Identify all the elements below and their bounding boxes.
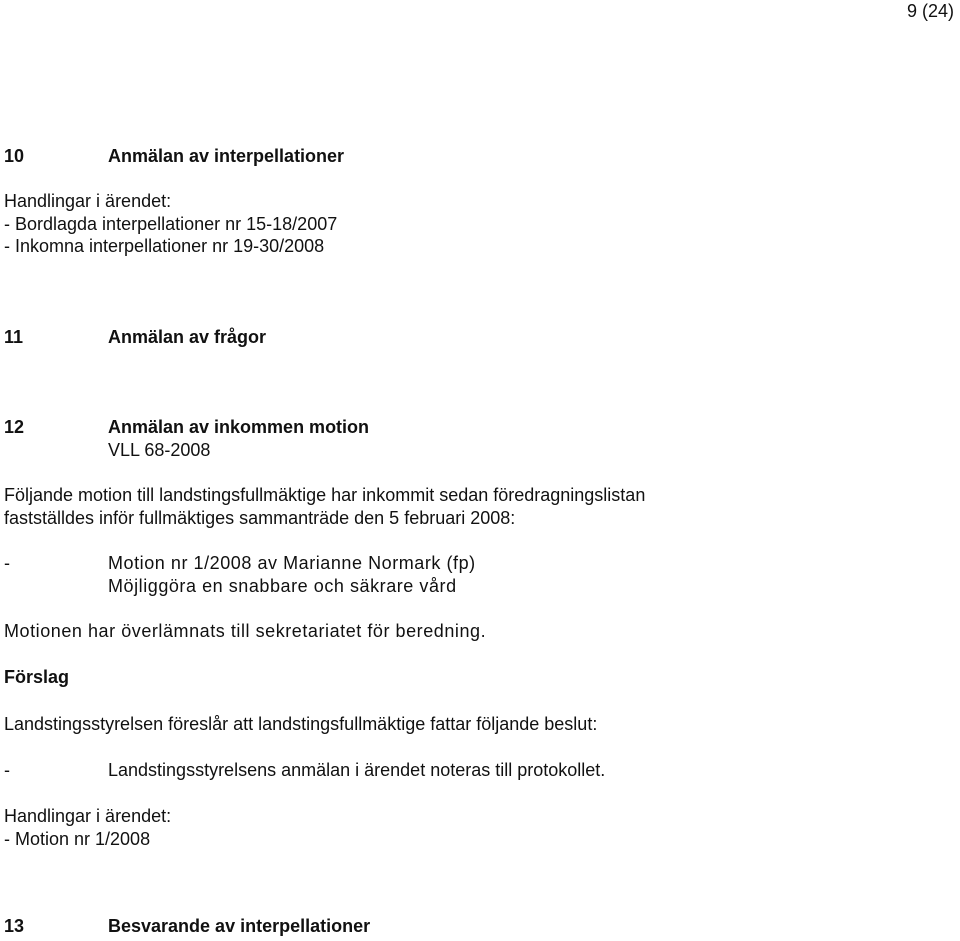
section-12-handling-item: - Motion nr 1/2008 <box>4 829 151 849</box>
motion-subject: Möjliggöra en snabbare och säkrare vård <box>108 576 457 596</box>
forslag-heading: Förslag <box>4 667 70 687</box>
section-13-title: Besvarande av interpellationer <box>108 916 371 936</box>
page-number: 9 (24) <box>906 1 954 21</box>
section-12-intro-line-1: Följande motion till landstingsfullmäktige har inkommit sedan föredragningslistan <box>4 485 646 505</box>
section-10-handlingar-label: Handlingar i ärendet: <box>4 191 172 211</box>
section-12-subtitle: VLL 68-2008 <box>108 440 211 460</box>
beslut-dash: - <box>4 760 10 780</box>
forslag-text: Landstingsstyrelsen föreslår att landstingsfullmäktige fattar följande beslut: <box>4 714 598 734</box>
section-10-title: Anmälan av interpellationer <box>108 146 345 166</box>
section-12-title: Anmälan av inkommen motion <box>108 417 370 437</box>
motion-title: Motion nr 1/2008 av Marianne Normark (fp) <box>108 553 476 573</box>
section-13-number: 13 <box>4 916 25 936</box>
section-12-number: 12 <box>4 417 25 437</box>
section-11-number: 11 <box>4 327 24 347</box>
section-10-handling-item: - Bordlagda interpellationer nr 15-18/2007 <box>4 214 338 234</box>
section-10-handling-item: - Inkomna interpellationer nr 19-30/2008 <box>4 236 325 256</box>
motion-status: Motionen har överlämnats till sekretariatet för beredning. <box>4 621 487 641</box>
section-10-number: 10 <box>4 146 25 166</box>
section-11-title: Anmälan av frågor <box>108 327 267 347</box>
section-12-handlingar-label: Handlingar i ärendet: <box>4 806 172 826</box>
motion-dash: - <box>4 553 10 573</box>
section-12-intro-line-2: fastställdes inför fullmäktiges sammanträde den 5 februari 2008: <box>4 508 516 528</box>
beslut-text: Landstingsstyrelsens anmälan i ärendet noteras till protokollet. <box>108 760 606 780</box>
